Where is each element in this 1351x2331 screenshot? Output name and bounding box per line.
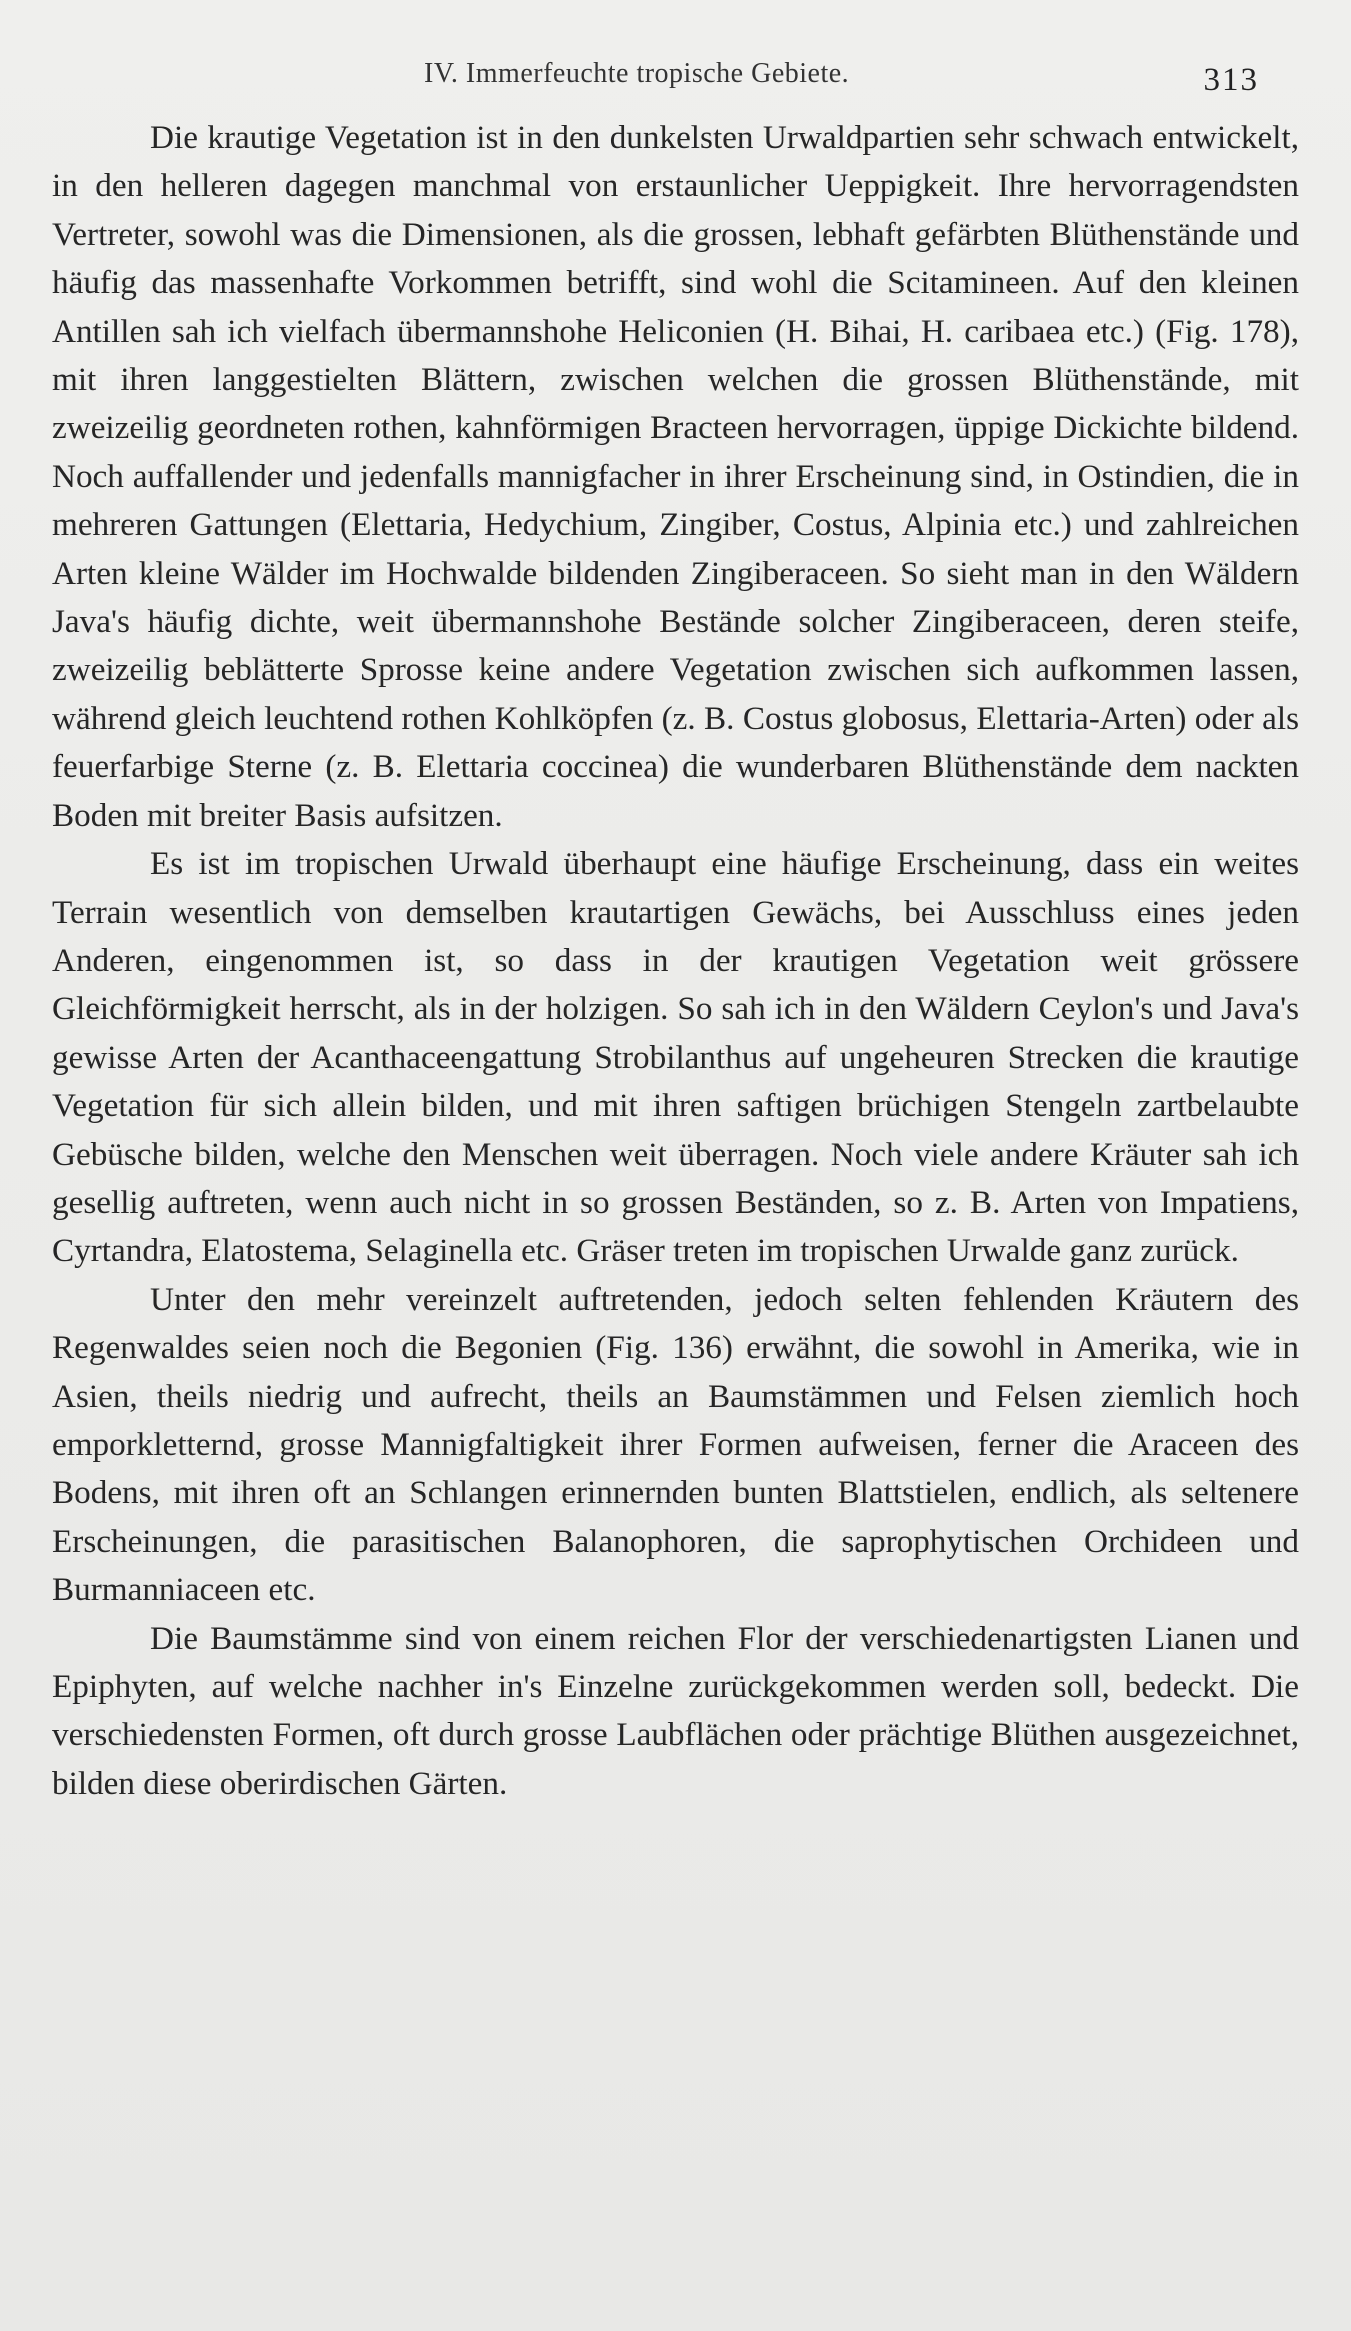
paragraph: Die krautige Vegetation ist in den dunkelsten Urwaldpartien sehr schwach entwickelt, in den helleren dagegen manchmal von erstaunlicher Ueppigkeit. Ihre hervorragendsten Vertreter, sowohl was die Dimensionen, als die grossen, lebhaft gefärbten Blüthenstände und häufig das massenhafte Vorkommen betrifft, sind wohl die Scitamineen. Auf den kleinen Antillen sah ich vielfach übermannshohe Heliconien (H. Bihai, H. caribaea etc.) (Fig. 178), mit ihren langgestielten Blättern, zwischen welchen die grossen Blüthenstände, mit zweizeilig geordneten rothen, kahnförmigen Bracteen hervorragen, üppige Dickichte bildend. Noch auffallender und jedenfalls mannigfacher in ihrer Erscheinung sind, in Ostindien, die in mehreren Gattungen (Elettaria, Hedychium, Zingiber, Costus, Alpinia etc.) und zahlreichen Arten kleine Wälder im Hochwalde bildenden Zingiberaceen. So sieht man in den Wäldern Java's häufig dichte, weit übermannshohe Bestände solcher Zingiberaceen, deren steife, zweizeilig beblätterte Sprosse keine andere Vegetation zwischen sich aufkommen lassen, während gleich leuchtend rothen Kohlköpfen (z. B. Costus globosus, Elettaria-Arten) oder als feuerfarbige Sterne (z. B. Elettaria coccinea) die wunderbaren Blüthenstände dem nackten Boden mit breiter Basis aufsitzen. <box>52 119 1299 834</box>
paragraph: Unter den mehr vereinzelt auftretenden, jedoch selten fehlenden Kräutern des Regenwaldes seien noch die Begonien (Fig. 136) erwähnt, die sowohl in Amerika, wie in Asien, theils niedrig und aufrecht, theils an Baumstämmen und Felsen ziemlich hoch emporkletternd, grosse Mannigfaltigkeit ihrer Formen aufweisen, ferner die Araceen des Bodens, mit ihren oft an Schlangen erinnernden bunten Blattstielen, endlich, als seltenere Erscheinungen, die parasitischen Balanophoren, die saprophytischen Orchideen und Burmanniaceen etc. <box>52 1280 1299 1609</box>
running-head <box>52 58 1299 114</box>
paragraph: Die Baumstämme sind von einem reichen Flor der verschiedenartigsten Lianen und Epiphyten, auf welche nachher in's Einzelne zurückgekommen werden soll, bedeckt. Die verschiedensten Formen, oft durch grosse Laubflächen oder prächtige Blüthen ausgezeichnet, bilden diese oberirdischen Gärten. <box>52 1619 1299 1802</box>
running-title: IV. Immerfeuchte tropische Gebiete. <box>424 58 850 89</box>
body-text <box>52 114 1299 1808</box>
page-number: 313 <box>1203 62 1259 98</box>
paragraph: Es ist im tropischen Urwald überhaupt eine häufige Erscheinung, dass ein weites Terrain wesentlich von demselben krautartigen Gewächs, bei Ausschluss eines jeden Anderen, eingenommen ist, so dass in der krautigen Vegetation weit grössere Gleichförmigkeit herrscht, als in der holzigen. So sah ich in den Wäldern Ceylon's und Java's gewisse Arten der Acanthaceengattung Strobilanthus auf ungeheuren Strecken die krautige Vegetation für sich allein bilden, und mit ihren saftigen brüchigen Stengeln zartbelaubte Gebüsche bilden, welche den Menschen weit überragen. Noch viele andere Kräuter sah ich gesellig auftreten, wenn auch nicht in so grossen Beständen, so z. B. Arten von Impatiens, Cyrtandra, Elatostema, Selaginella etc. Gräser treten im tropischen Urwalde ganz zurück. <box>52 845 1299 1270</box>
